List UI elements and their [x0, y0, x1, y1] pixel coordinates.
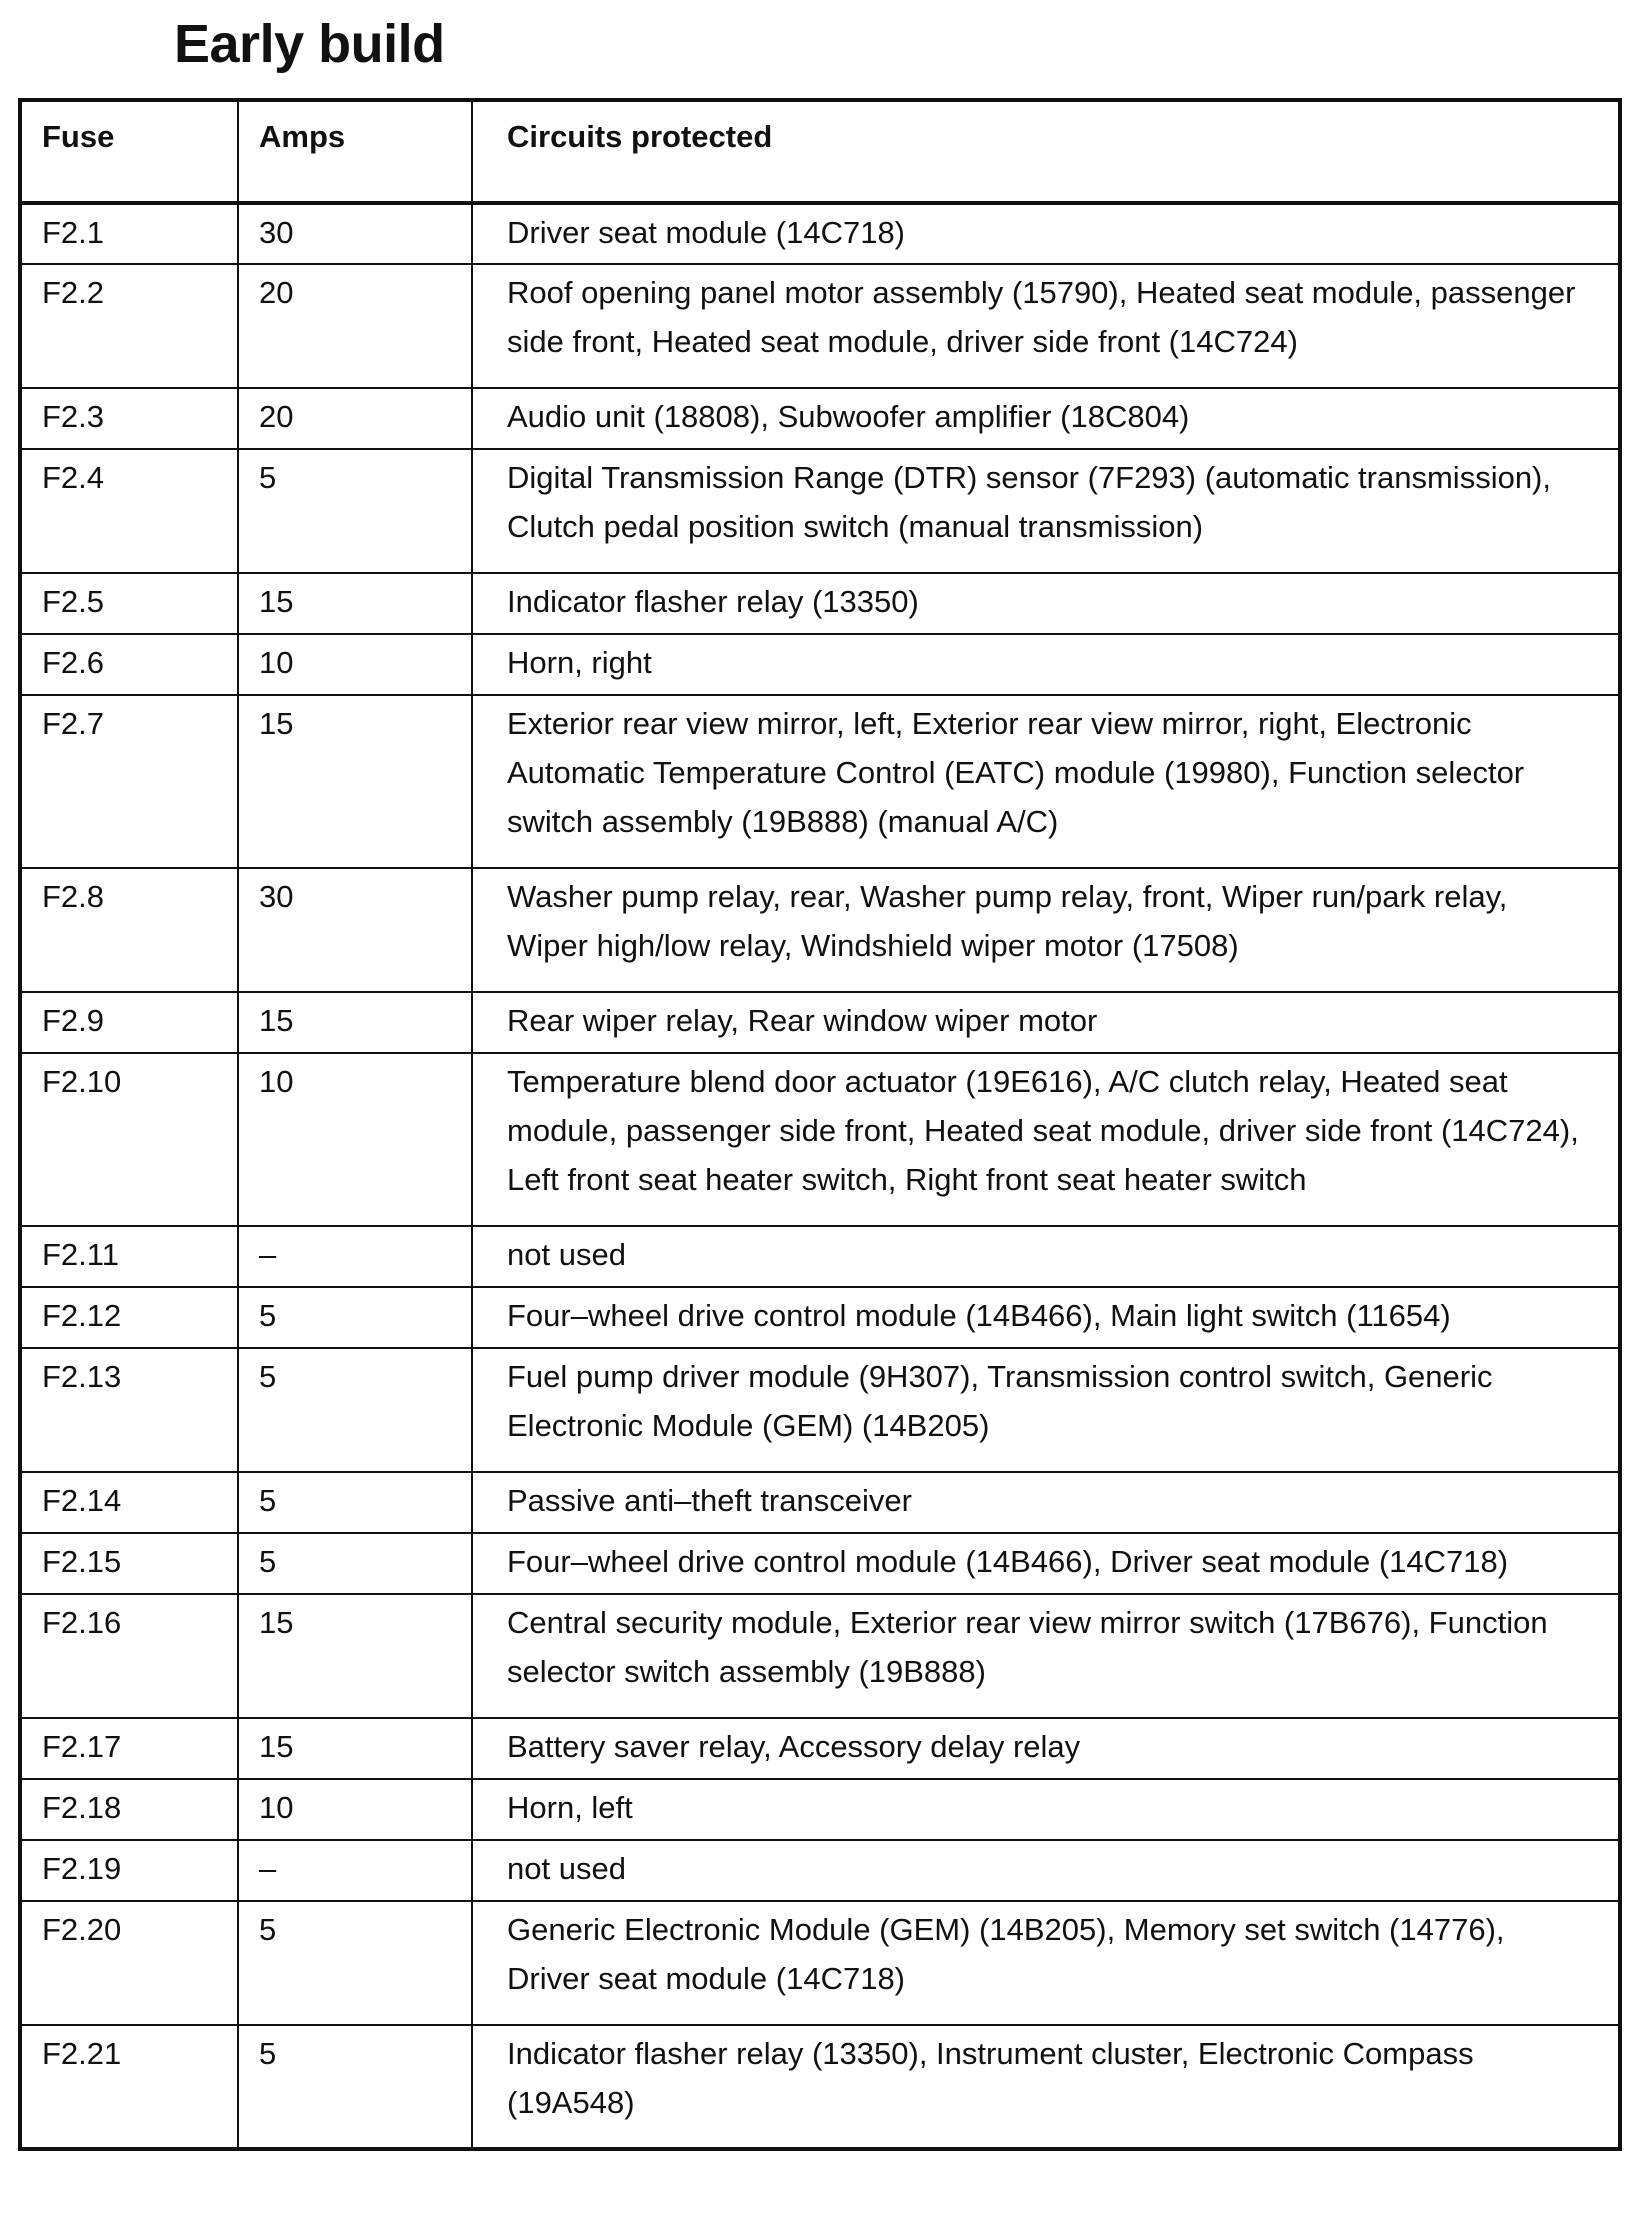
- table-row: [20, 1226, 1620, 1287]
- circuits-cell: Battery saver relay, Accessory delay relay: [472, 1718, 1620, 1779]
- amps-cell: 20: [238, 388, 472, 449]
- circuits-cell: not used: [472, 1840, 1620, 1901]
- circuits-cell: not used: [472, 1226, 1620, 1287]
- fuse-cell: F2.15: [20, 1533, 238, 1594]
- table-row: [20, 203, 1620, 264]
- fuse-cell: F2.11: [20, 1226, 238, 1287]
- circuits-cell: Temperature blend door actuator (19E616), A/C clutch relay, Heated seat module, passenger side front, Heated seat module, driver side front (14C724), Left front seat heater switch, Right front seat heater switch: [472, 1053, 1620, 1226]
- circuits-cell: Exterior rear view mirror, left, Exterior rear view mirror, right, Electronic Automatic Temperature Control (EATC) module (19980), Function selector switch assembly (19B888) (manual A/C): [472, 695, 1620, 868]
- circuits-cell: Central security module, Exterior rear view mirror switch (17B676), Function selector switch assembly (19B888): [472, 1594, 1620, 1718]
- amps-cell: 15: [238, 1718, 472, 1779]
- circuits-cell: Indicator flasher relay (13350), Instrument cluster, Electronic Compass (19A548): [472, 2025, 1620, 2149]
- amps-cell: 20: [238, 264, 472, 388]
- table-row: [20, 634, 1620, 695]
- amps-cell: 15: [238, 1594, 472, 1718]
- fuse-cell: F2.18: [20, 1779, 238, 1840]
- column-header-amps: Amps: [238, 100, 472, 203]
- amps-cell: 30: [238, 868, 472, 992]
- fuse-cell: F2.19: [20, 1840, 238, 1901]
- table-row: [20, 1901, 1620, 2025]
- column-header-fuse: Fuse: [20, 100, 238, 203]
- table-row: [20, 1840, 1620, 1901]
- table-row: [20, 1718, 1620, 1779]
- fuse-cell: F2.16: [20, 1594, 238, 1718]
- amps-cell: 5: [238, 1287, 472, 1348]
- fuse-cell: F2.20: [20, 1901, 238, 2025]
- fuse-cell: F2.13: [20, 1348, 238, 1472]
- amps-cell: 30: [238, 203, 472, 264]
- table-header-row: [20, 100, 1620, 203]
- fuse-cell: F2.21: [20, 2025, 238, 2149]
- table-row: [20, 1779, 1620, 1840]
- amps-cell: 5: [238, 449, 472, 573]
- circuits-cell: Indicator flasher relay (13350): [472, 573, 1620, 634]
- table-row: [20, 868, 1620, 992]
- table-row: [20, 992, 1620, 1053]
- fuse-cell: F2.4: [20, 449, 238, 573]
- fuse-cell: F2.6: [20, 634, 238, 695]
- circuits-cell: Passive anti–theft transceiver: [472, 1472, 1620, 1533]
- table-row: [20, 388, 1620, 449]
- fuse-cell: F2.3: [20, 388, 238, 449]
- fuse-cell: F2.1: [20, 203, 238, 264]
- fuse-cell: F2.8: [20, 868, 238, 992]
- table-row: [20, 1348, 1620, 1472]
- amps-cell: 5: [238, 2025, 472, 2149]
- circuits-cell: Horn, right: [472, 634, 1620, 695]
- fuse-cell: F2.5: [20, 573, 238, 634]
- amps-cell: 15: [238, 695, 472, 868]
- amps-cell: 5: [238, 1348, 472, 1472]
- circuits-cell: Four–wheel drive control module (14B466), Main light switch (11654): [472, 1287, 1620, 1348]
- amps-cell: 10: [238, 1053, 472, 1226]
- table-row: [20, 449, 1620, 573]
- fuse-cell: F2.7: [20, 695, 238, 868]
- fuse-table: [18, 98, 1622, 2151]
- circuits-cell: Washer pump relay, rear, Washer pump relay, front, Wiper run/park relay, Wiper high/low relay, Windshield wiper motor (17508): [472, 868, 1620, 992]
- circuits-cell: Driver seat module (14C718): [472, 203, 1620, 264]
- table-row: [20, 1053, 1620, 1226]
- circuits-cell: Audio unit (18808), Subwoofer amplifier (18C804): [472, 388, 1620, 449]
- table-row: [20, 2025, 1620, 2149]
- circuits-cell: Digital Transmission Range (DTR) sensor (7F293) (automatic transmission), Clutch pedal position switch (manual transmission): [472, 449, 1620, 573]
- table-row: [20, 1533, 1620, 1594]
- circuits-cell: Fuel pump driver module (9H307), Transmission control switch, Generic Electronic Module (GEM) (14B205): [472, 1348, 1620, 1472]
- circuits-cell: Generic Electronic Module (GEM) (14B205), Memory set switch (14776), Driver seat module (14C718): [472, 1901, 1620, 2025]
- fuse-cell: F2.10: [20, 1053, 238, 1226]
- fuse-cell: F2.14: [20, 1472, 238, 1533]
- amps-cell: 15: [238, 573, 472, 634]
- table-row: [20, 1472, 1620, 1533]
- amps-cell: 5: [238, 1901, 472, 2025]
- table-row: [20, 573, 1620, 634]
- fuse-cell: F2.2: [20, 264, 238, 388]
- amps-cell: 10: [238, 634, 472, 695]
- circuits-cell: Horn, left: [472, 1779, 1620, 1840]
- amps-cell: –: [238, 1840, 472, 1901]
- circuits-cell: Roof opening panel motor assembly (15790), Heated seat module, passenger side front, Heated seat module, driver side front (14C724): [472, 264, 1620, 388]
- fuse-cell: F2.17: [20, 1718, 238, 1779]
- amps-cell: 15: [238, 992, 472, 1053]
- column-header-circuits: Circuits protected: [472, 100, 1620, 203]
- circuits-cell: Rear wiper relay, Rear window wiper motor: [472, 992, 1620, 1053]
- fuse-cell: F2.12: [20, 1287, 238, 1348]
- page-title: Early build: [174, 14, 445, 74]
- amps-cell: 5: [238, 1533, 472, 1594]
- amps-cell: 5: [238, 1472, 472, 1533]
- amps-cell: –: [238, 1226, 472, 1287]
- table-row: [20, 1594, 1620, 1718]
- table-row: [20, 264, 1620, 388]
- amps-cell: 10: [238, 1779, 472, 1840]
- circuits-cell: Four–wheel drive control module (14B466), Driver seat module (14C718): [472, 1533, 1620, 1594]
- fuse-cell: F2.9: [20, 992, 238, 1053]
- table-row: [20, 1287, 1620, 1348]
- table-row: [20, 695, 1620, 868]
